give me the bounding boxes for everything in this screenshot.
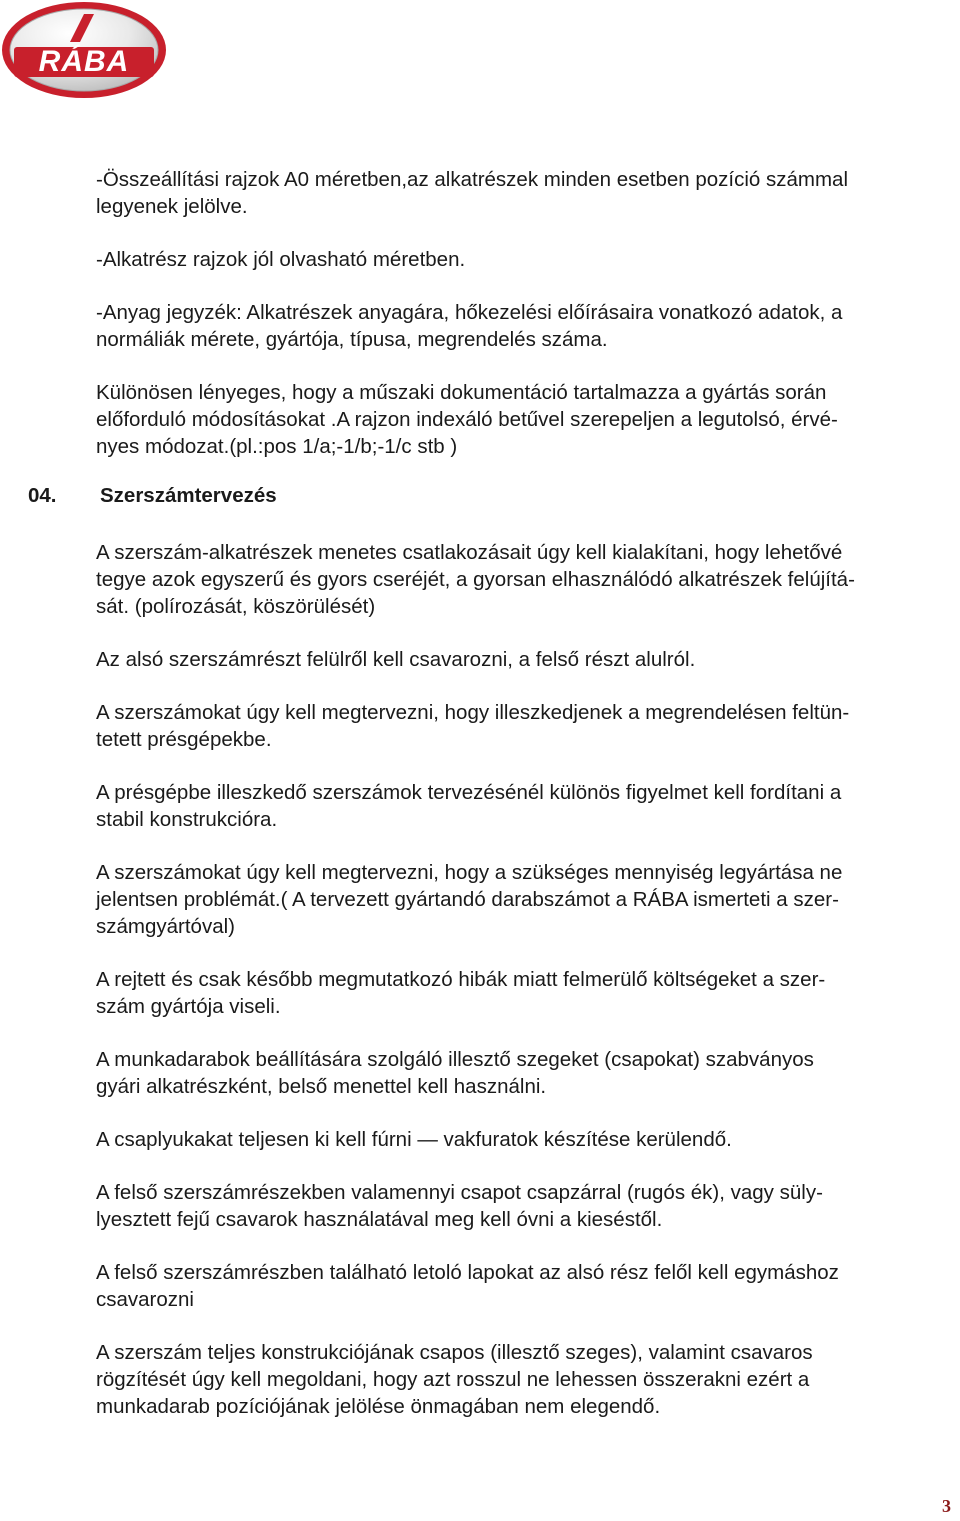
logo-wordmark: RÁBA: [38, 45, 130, 78]
paragraph-modifications: Különösen lényeges, hogy a műszaki dokumentáció tartalmazza a gyártás során előforduló módosításokat .A rajzon indexáló betűvel szerepeljen a legutolsó, érvé- nyes módozat.(pl.:pos 1/a;-1/b;-1/c stb ): [96, 381, 838, 458]
section-heading: [0, 482, 956, 509]
paragraph-dowel-pins: A munkadarabok beállítására szolgáló illesztő szegeket (csapokat) szabványos gyári alkatrészként, belső menettel kell használni.: [96, 1048, 814, 1098]
section-number: 04.: [28, 484, 57, 507]
paragraph-foolproof-assembly: A szerszám teljes konstrukciójának csapos (illesztő szeges), valamint csavaros rögzítését úgy kell megoldani, hogy azt rosszul ne lehessen összerakni ezért a munkadarab pozíciójának jelölése önmagában nem elegendő.: [96, 1341, 813, 1418]
paragraph-hidden-defects: A rejtett és csak később megmutatkozó hibák miatt felmerülő költségeket a szer- szám gyártója viseli.: [96, 968, 826, 1018]
paragraph-pin-locking: A felső szerszámrészekben valamennyi csapot csapzárral (rugós ék), vagy süly- lyesztett fejű csavarok használatával meg kell óvni a kieséstől.: [96, 1181, 823, 1231]
paragraph-quantity: A szerszámokat úgy kell megtervezni, hogy a szükséges mennyiség legyártása ne jelentsen problémát.( A tervezett gyártandó darabszámot a RÁBA ismerteti a szer- számgyártóval): [96, 861, 843, 938]
paragraph-press-fit: A szerszámokat úgy kell megtervezni, hogy illeszkedjenek a megrendelésen feltün- tetett présgépekbe.: [96, 701, 850, 751]
paragraph-part-drawings: -Alkatrész rajzok jól olvasható méretben.: [96, 248, 466, 271]
paragraph-threaded-connections: A szerszám-alkatrészek menetes csatlakozásait úgy kell kialakítani, hogy lehetővé tegye azok egyszerű és gyors cseréjét, a gyorsan elhasználódó alkatrészek felújítá- sát. (polírozását, köszörülését): [96, 541, 855, 618]
document-body: [28, 166, 956, 1446]
paragraph-material-list: -Anyag jegyzék: Alkatrészek anyagára, hőkezelési előírásaira vonatkozó adatok, a normáliák mérete, gyártója, típusa, megrendelés száma.: [96, 301, 843, 351]
section-title: Szerszámtervezés: [100, 484, 277, 507]
raba-logo: [0, 0, 168, 100]
paragraph-assembly-drawings: -Összeállítási rajzok A0 méretben,az alkatrészek minden esetben pozíció számmal legyenek jelölve.: [96, 168, 849, 218]
paragraph-screwing: Az alsó szerszámrészt felülről kell csavarozni, a felső részt alulról.: [96, 648, 696, 671]
paragraph-pin-holes: A csaplyukakat teljesen ki kell fúrni — vakfuratok készítése kerülendő.: [96, 1128, 732, 1151]
page-number: 3: [942, 1496, 951, 1516]
paragraph-stable-construction: A présgépbe illeszkedő szerszámok tervezésénél különös figyelmet kell fordítani a stabil konstrukcióra.: [96, 781, 842, 831]
paragraph-stripper-plates: A felső szerszámrészben található letoló lapokat az alsó rész felől kell egymáshoz csavarozni: [96, 1261, 839, 1311]
